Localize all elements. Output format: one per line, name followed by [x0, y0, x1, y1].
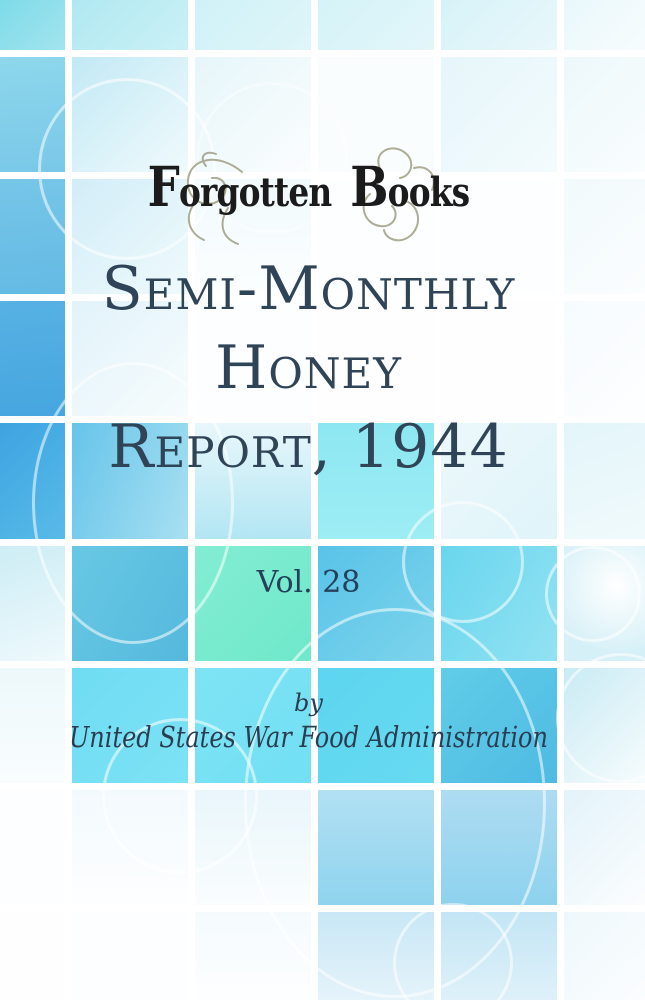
- title-line-1: Semi-Monthly: [101, 254, 516, 324]
- forgotten-books-logo: [56, 155, 562, 223]
- logo-word: Forgotten: [147, 155, 332, 220]
- logo-word: Books: [350, 155, 470, 220]
- byline-prefix: by: [294, 689, 323, 717]
- title-line-2: Honey: [215, 333, 402, 403]
- title-line-3: Report, 1944: [108, 412, 509, 482]
- author-name: United States War Food Administration: [69, 720, 548, 755]
- book-title: [0, 250, 617, 487]
- volume-label: Vol. 28: [256, 565, 361, 600]
